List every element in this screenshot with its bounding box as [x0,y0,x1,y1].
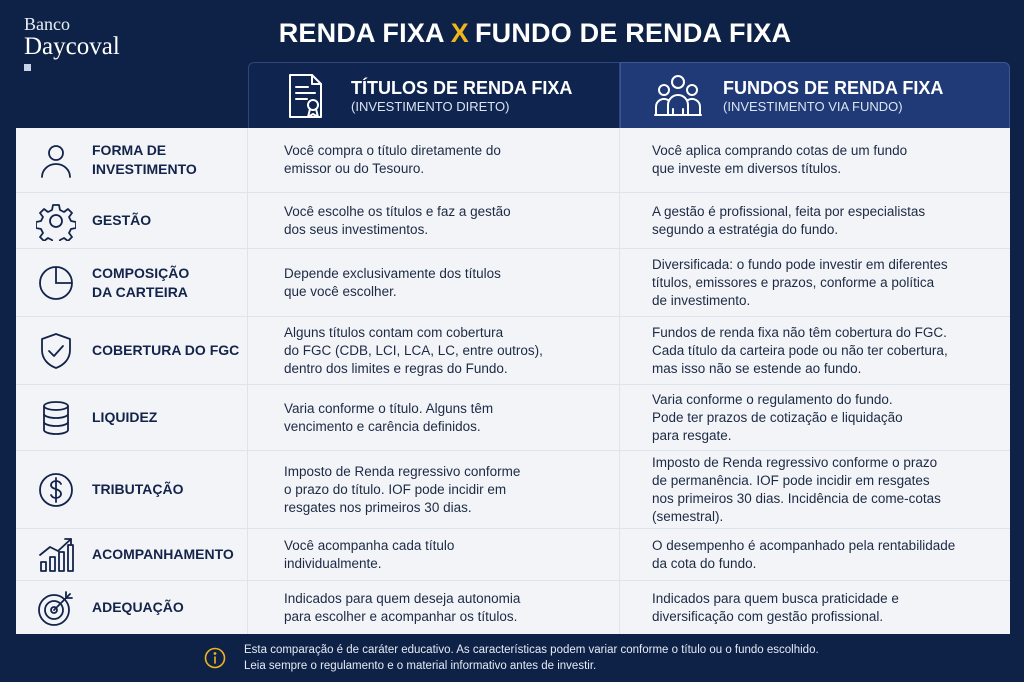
brand-name: Daycoval [24,33,120,60]
page-title [250,18,820,49]
shield-check-icon [36,331,76,371]
fund-cell: A gestão é profissional, feita por especialistas segundo a estratégia do fundo. [652,203,926,237]
certificate-document-icon [281,71,331,121]
footer-text: Esta comparação é de caráter educativo. As características podem variar conforme o título ou o fundo escolhido. Leia sempre o regulamento e o material informativo antes de investir. [244,644,819,672]
fund-cell: Você aplica comprando cotas de um fundo que investe em diversos títulos. [652,143,908,176]
person-icon [36,140,76,180]
row-label: GESTÃO [92,212,152,228]
row-header [16,249,248,316]
row-header [16,385,248,450]
direct-cell: Você compra o título diretamente do emissor ou do Tesouro. [284,143,501,176]
brand-top-text: Banco [24,14,70,34]
people-group-icon [653,71,703,121]
title-part-2: FUNDO DE RENDA FIXA [474,18,792,48]
fund-cell: Imposto de Renda regressivo conforme o prazo de permanência. IOF pode incidir em resgates nos primeiros 30 dias. Incidência de come-cotas (semestral). [652,454,941,524]
direct-cell: Indicados para quem deseja autonomia para escolher e acompanhar os títulos. [284,590,521,624]
fund-cell: Fundos de renda fixa não têm cobertura do FGC. Cada título da carteira pode ou não ter cobertura, mas isso não se estende ao fundo. [652,324,948,376]
column-subtitle-direct: (INVESTIMENTO DIRETO) [351,98,510,114]
title-separator: X [450,18,469,48]
direct-cell: Imposto de Renda regressivo conforme o prazo do título. IOF pode incidir em resgates nos primeiros 30 dias. [284,463,521,515]
header [0,0,1024,128]
dollar-circle-icon [36,470,76,510]
bar-chart-trend-icon [36,535,76,575]
table-row-acompanhamento [16,528,1010,580]
row-label: LIQUIDEZ [92,409,158,425]
table-row-forma [16,128,1010,192]
table-row-adequacao [16,580,1010,634]
table-row-gestao [16,192,1010,248]
direct-cell: Você escolhe os títulos e faz a gestão dos seus investimentos. [284,203,511,237]
pie-chart-icon [36,263,76,303]
footer-disclaimer [0,634,1024,682]
brand-square-mark [24,64,31,71]
column-title-direct: TÍTULOS DE RENDA FIXA [351,77,573,98]
row-header [16,581,248,634]
row-label: FORMA DE INVESTIMENTO [92,142,197,177]
direct-cell: Você acompanha cada título individualmente. [284,537,455,571]
fund-cell: Diversificada: o fundo pode investir em diferentes títulos, emissores e prazos, conforme a política de investimento. [652,256,948,308]
direct-cell: Varia conforme o título. Alguns têm vencimento e carência definidos. [284,400,494,434]
column-title-fund: FUNDOS DE RENDA FIXA [723,77,944,98]
row-label: ADEQUAÇÃO [92,599,184,615]
row-label: ACOMPANHAMENTO [92,546,234,562]
fund-cell: Indicados para quem busca praticidade e diversificação com gestão profissional. [652,590,899,624]
comparison-table [16,128,1010,634]
table-row-composicao [16,248,1010,316]
row-header [16,317,248,384]
row-label: COBERTURA DO FGC [92,342,240,358]
brand-logo [24,14,120,71]
target-arrow-icon [36,588,76,628]
table-row-liquidez [16,384,1010,450]
column-header-direct [248,62,620,128]
direct-cell: Depende exclusivamente dos títulos que você escolher. [284,265,501,299]
row-header [16,529,248,580]
direct-cell: Alguns títulos contam com cobertura do FGC (CDB, LCI, LCA, LC, entre outros), dentro dos limites e regras do Fundo. [284,324,543,376]
table-row-tributacao [16,450,1010,528]
coin-stack-icon [36,398,76,438]
column-header-fund [620,62,1010,128]
row-header [16,193,248,248]
row-header [16,128,248,192]
row-header [16,451,248,528]
fund-cell: Varia conforme o regulamento do fundo. Pode ter prazos de cotização e liquidação para resgate. [652,391,903,443]
title-part-1: RENDA FIXA [278,18,445,48]
column-subtitle-fund: (INVESTIMENTO VIA FUNDO) [723,98,903,114]
fund-cell: O desempenho é acompanhado pela rentabilidade da cota do fundo. [652,537,956,571]
row-label: TRIBUTAÇÃO [92,481,184,497]
table-row-cobertura [16,316,1010,384]
info-icon [204,647,226,669]
row-label: COMPOSIÇÃO DA CARTEIRA [92,264,190,300]
gear-icon [36,201,76,241]
